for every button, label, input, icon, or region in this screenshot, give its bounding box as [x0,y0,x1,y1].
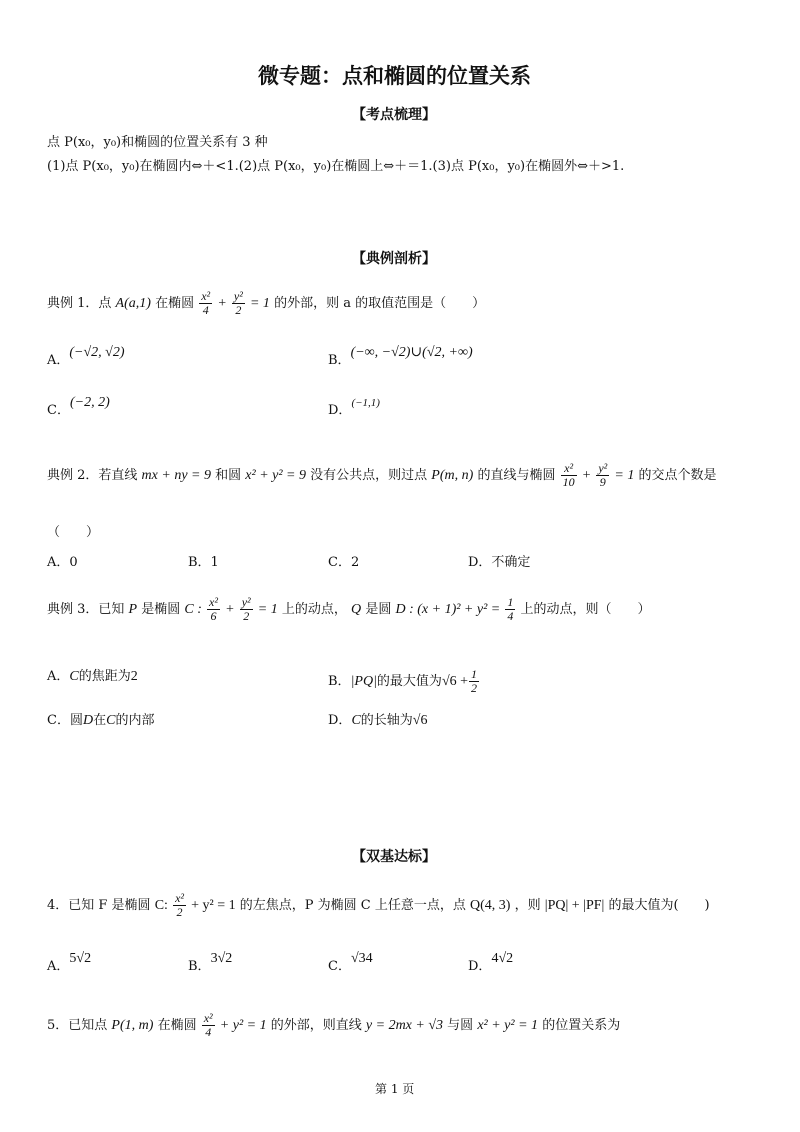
q4-option-c: C．√34 [328,951,373,974]
ex1-option-b: B．(−∞, −√2)∪(√2, +∞) [328,345,473,368]
q5-line-eq: y = 2mx + √3 [365,1018,444,1033]
intro-line-1: 点 P(x₀，y₀)和椭圆的位置关系有 3 种 [47,135,268,150]
ex2-point: P(m, n) [431,468,474,483]
q4-option-b: B．3√2 [188,951,233,974]
ex1-point: A(a,1) [115,296,151,311]
q4-option-a: A．5√2 [47,951,92,974]
q4-option-d: D．4√2 [468,951,514,974]
ex3-frac-x: $\frac{\text{x²}}{6}$ [209,595,218,623]
q5-point: P(1, m) [111,1018,154,1033]
ex2-option-b: B．1 [188,555,219,570]
ex1-prefix: 典例 1．点 [47,296,112,311]
ex2-option-c: C．2 [328,555,360,570]
ex1-mid: 在椭圆 [155,296,195,311]
section-heading-kaodian: 【考点梳理】 [352,107,436,123]
q4-point-Q: Q(4, 3) [470,898,511,913]
q5-frac-x: $\frac{\text{x²}}{4}$ [203,1011,213,1039]
ex3-P: P [128,602,138,617]
ex1-option-d: D．$^{(-1,1)}$ [328,397,380,418]
ex2-option-a: A．0 [47,555,78,570]
ex2-frac-x: $\frac{\text{x²}}{10}$ [562,461,575,489]
section-heading-dianli: 【典例剖析】 [352,251,436,267]
section-heading-shuangji: 【双基达标】 [352,849,436,865]
ex3-option-d: D．C的长轴为√6 [328,713,428,728]
ex1-plus: + [217,296,227,311]
ex2-option-d: D．不确定 [468,555,531,570]
ex1-eq: = 1 [249,296,270,311]
ex3-Q: Q [351,602,362,617]
intro-line-2: (1)点 P(x₀，y₀)在椭圆内⇔＋<1.(2)点 P(x₀，y₀)在椭圆上⇔＋＝1.(3)点 P(x₀，y₀)在椭圆外⇔＋>1. [47,159,625,174]
q4-frac-x: $\frac{\text{x²}}{2}$ [175,891,185,919]
ex2-circle-eq: x² + y² = 9 [245,468,306,483]
ex3-frac-quarter: $\frac{1}{4}$ [507,595,514,623]
q4-expr: |PQ| + |PF| [544,898,605,913]
page-number: 第 1 页 [375,1082,415,1096]
ex1-option-c: C．(−2, 2) [47,395,110,418]
ex3-frac-y: $\frac{\text{y²}}{2}$ [241,595,251,623]
ex2-line-eq: mx + ny = 9 [141,468,211,483]
ex3-option-c: C．圆D在C的内部 [47,713,155,728]
page-title: 微专题：点和椭圆的位置关系 [258,64,531,88]
ex3-option-a: A．C的焦距为2 [47,669,138,684]
ex2-paren: （ ） [47,525,100,540]
ex1-frac-y: $\frac{\text{y²}}{2}$ [233,289,243,317]
ex3-option-b: B．|PQ|的最大值为√6 + $\frac{1}{2}$ [328,667,478,695]
ex2-frac-y: $\frac{\text{y²}}{9}$ [598,461,608,489]
ex3-circle-D: D : (x + 1)² + y² = [395,602,501,617]
q5-circle-eq: x² + y² = 1 [477,1018,539,1033]
example-3-stem: 典例 3．已知 P 是椭圆 C : $\frac{\text{x²}}{6}$ + $\frac{\text{y²}}{2}$ = 1 上的动点， Q 是圆 D : (x + 1)² + y² = $\frac{1}{4}$ 上的动点，则（ ） [47,595,651,623]
question-4-stem: 4．已知 F 是椭圆 C: $\frac{\text{x²}}{2}$ + y² = 1 的左焦点，P 为椭圆 C 上任意一点，点 Q(4, 3) ，则 |PQ| + |PF| 的最大值为( ) [47,891,710,919]
example-1-stem [47,290,485,317]
ex1-suffix: 的外部，则 a 的取值范围是（ ） [274,296,486,311]
question-5-stem: 5．已知点 P(1, m) 在椭圆 $\frac{\text{x²}}{4}$ + y² = 1 的外部，则直线 y = 2mx + √3 与圆 x² + y² = 1 的位置关系为 [47,1011,621,1039]
example-2-stem: 典例 2．若直线 mx + ny = 9 和圆 x² + y² = 9 没有公共点，则过点 P(m, n) 的直线与椭圆 $\frac{\text{x²}}{10}$ + $\frac{\text{y²}}{9}$ = 1 的交点个数是 [47,461,717,489]
ex1-frac-x: $\frac{\text{x²}}{4}$ [201,289,211,317]
ex1-option-a: A．(−√2, √2) [47,345,125,368]
